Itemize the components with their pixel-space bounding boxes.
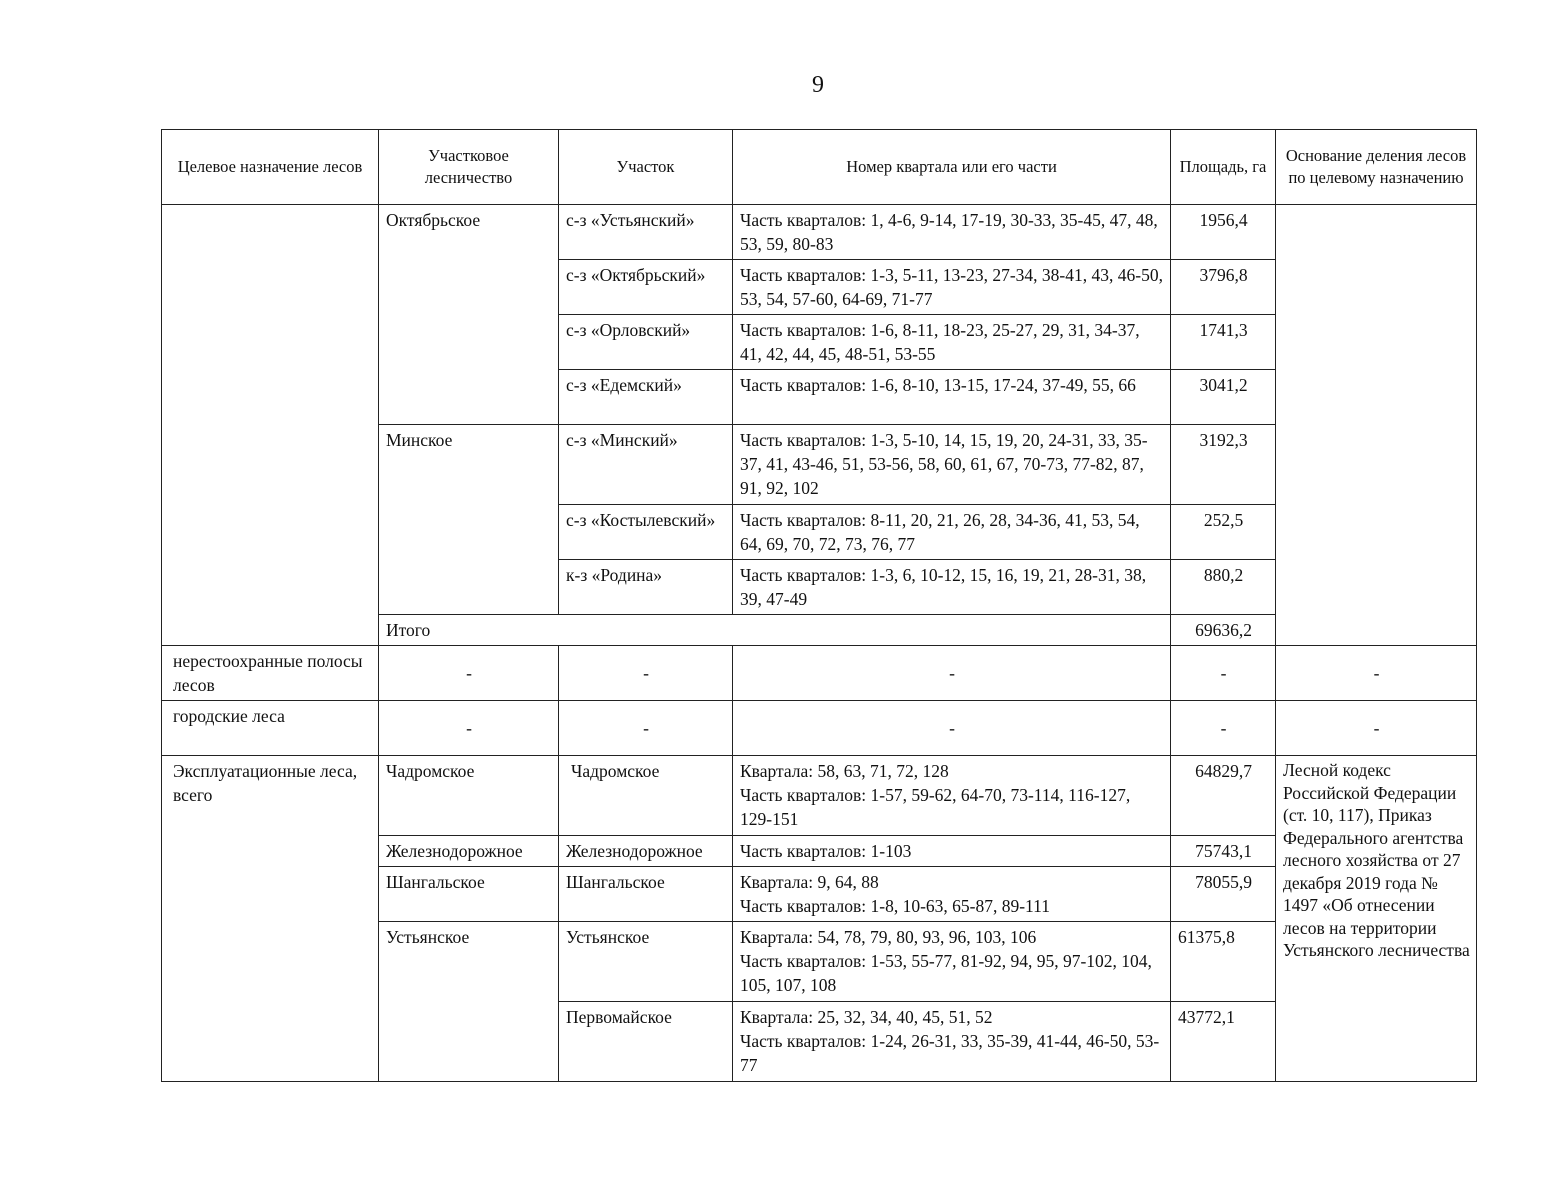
area-cell: 3041,2: [1171, 370, 1276, 425]
plot-cell: с-з «Орловский»: [559, 315, 733, 370]
quarters-full: Квартала: 9, 64, 88: [740, 872, 879, 892]
header-basis: Основание деления лесов по целевому назначению: [1276, 130, 1477, 205]
dash-cell: -: [1171, 701, 1276, 756]
dash-cell: -: [559, 701, 733, 756]
area-cell: 3192,3: [1171, 425, 1276, 505]
basis-cell-empty: [1276, 205, 1477, 646]
area-cell: 3796,8: [1171, 260, 1276, 315]
plot-cell: с-з «Устьянский»: [559, 205, 733, 260]
plot-cell: Чадромское: [559, 756, 733, 836]
quarters-full: Квартала: 54, 78, 79, 80, 93, 96, 103, 106: [740, 927, 1037, 947]
area-cell: 880,2: [1171, 560, 1276, 615]
header-area: Площадь, га: [1171, 130, 1276, 205]
quarters-cell: [733, 836, 1171, 867]
plot-cell: Шангальское: [559, 867, 733, 922]
dash-cell: -: [1276, 646, 1477, 701]
quarters-cell: Часть кварталов: 8-11, 20, 21, 26, 28, 34-36, 41, 53, 54, 64, 69, 70, 72, 73, 76, 77: [733, 505, 1171, 560]
dash-cell: -: [379, 701, 559, 756]
quarters-cell: Часть кварталов: 1, 4-6, 9-14, 17-19, 30-33, 35-45, 47, 48, 53, 59, 80-83: [733, 205, 1171, 260]
quarters-cell: Часть кварталов: 1-3, 6, 10-12, 15, 16, 19, 21, 28-31, 38, 39, 47-49: [733, 560, 1171, 615]
quarters-partial: Часть кварталов: 1-103: [740, 841, 912, 861]
plot-cell: с-з «Костылевский»: [559, 505, 733, 560]
district-cell: Железнодорожное: [379, 836, 559, 867]
quarters-cell: [733, 867, 1171, 922]
dash-cell: -: [733, 701, 1171, 756]
district-cell: Шангальское: [379, 867, 559, 922]
plot-cell: к-з «Родина»: [559, 560, 733, 615]
quarters-cell: [733, 756, 1171, 836]
dash-cell: -: [1276, 701, 1477, 756]
plot-cell: с-з «Октябрьский»: [559, 260, 733, 315]
header-quarters: Номер квартала или его части: [733, 130, 1171, 205]
district-cell: Октябрьское: [379, 205, 559, 425]
purpose-cell: городские леса: [162, 701, 379, 756]
table-row: [162, 701, 1477, 756]
district-cell: Минское: [379, 425, 559, 615]
total-label: Итого: [379, 615, 1171, 646]
quarters-partial: Часть кварталов: 1-53, 55-77, 81-92, 94, 95, 97-102, 104, 105, 107, 108: [740, 951, 1152, 995]
basis-cell: Лесной кодекс Российской Федерации (ст. 10, 117), Приказ Федерального агентства лесного хозяйства от 27 декабря 2019 года № 1497 «Об отнесении лесов на территории Устьянского лесничества: [1276, 756, 1477, 1082]
quarters-cell: [733, 922, 1171, 1002]
quarters-partial: Часть кварталов: 1-8, 10-63, 65-87, 89-111: [740, 896, 1051, 916]
quarters-cell: Часть кварталов: 1-6, 8-10, 13-15, 17-24, 37-49, 55, 66: [733, 370, 1171, 425]
quarters-partial: Часть кварталов: 1-57, 59-62, 64-70, 73-114, 116-127, 129-151: [740, 785, 1131, 829]
quarters-cell: Часть кварталов: 1-3, 5-11, 13-23, 27-34, 38-41, 43, 46-50, 53, 54, 57-60, 64-69, 71-77: [733, 260, 1171, 315]
area-cell: 78055,9: [1171, 867, 1276, 922]
table-row: [162, 205, 1477, 260]
purpose-cell: Эксплуатационные леса, всего: [162, 756, 379, 1082]
quarters-cell: [733, 1002, 1171, 1082]
table-header-row: [162, 130, 1477, 205]
area-cell: 252,5: [1171, 505, 1276, 560]
district-cell: Чадромское: [379, 756, 559, 836]
header-district: Участковое лесничество: [379, 130, 559, 205]
page-number: 9: [812, 72, 824, 98]
table-row: [162, 646, 1477, 701]
quarters-cell: Часть кварталов: 1-3, 5-10, 14, 15, 19, 20, 24-31, 33, 35-37, 41, 43-46, 51, 53-56, 58, 60, 61, 67, 70-73, 77-82, 87, 91, 92, 102: [733, 425, 1171, 505]
purpose-cell: нерестоохранные полосы лесов: [162, 646, 379, 701]
area-cell: 1956,4: [1171, 205, 1276, 260]
plot-cell: с-з «Минский»: [559, 425, 733, 505]
quarters-full: Квартала: 58, 63, 71, 72, 128: [740, 761, 949, 781]
total-area: 69636,2: [1171, 615, 1276, 646]
plot-cell: Железнодорожное: [559, 836, 733, 867]
area-cell: 75743,1: [1171, 836, 1276, 867]
area-cell: 61375,8: [1171, 922, 1276, 1002]
district-cell: Устьянское: [379, 922, 559, 1082]
forest-purpose-table: [161, 129, 1477, 1082]
area-cell: 43772,1: [1171, 1002, 1276, 1082]
plot-cell: с-з «Едемский»: [559, 370, 733, 425]
header-plot: Участок: [559, 130, 733, 205]
plot-cell: Первомайское: [559, 1002, 733, 1082]
quarters-full: Квартала: 25, 32, 34, 40, 45, 51, 52: [740, 1007, 993, 1027]
quarters-cell: Часть кварталов: 1-6, 8-11, 18-23, 25-27, 29, 31, 34-37, 41, 42, 44, 45, 48-51, 53-55: [733, 315, 1171, 370]
dash-cell: -: [1171, 646, 1276, 701]
plot-cell: Устьянское: [559, 922, 733, 1002]
header-purpose: Целевое назначение лесов: [162, 130, 379, 205]
area-cell: 1741,3: [1171, 315, 1276, 370]
purpose-cell-empty: [162, 205, 379, 646]
quarters-partial: Часть кварталов: 1-24, 26-31, 33, 35-39, 41-44, 46-50, 53-77: [740, 1031, 1160, 1075]
dash-cell: -: [559, 646, 733, 701]
dash-cell: -: [733, 646, 1171, 701]
area-cell: 64829,7: [1171, 756, 1276, 836]
table-row: [162, 756, 1477, 836]
dash-cell: -: [379, 646, 559, 701]
